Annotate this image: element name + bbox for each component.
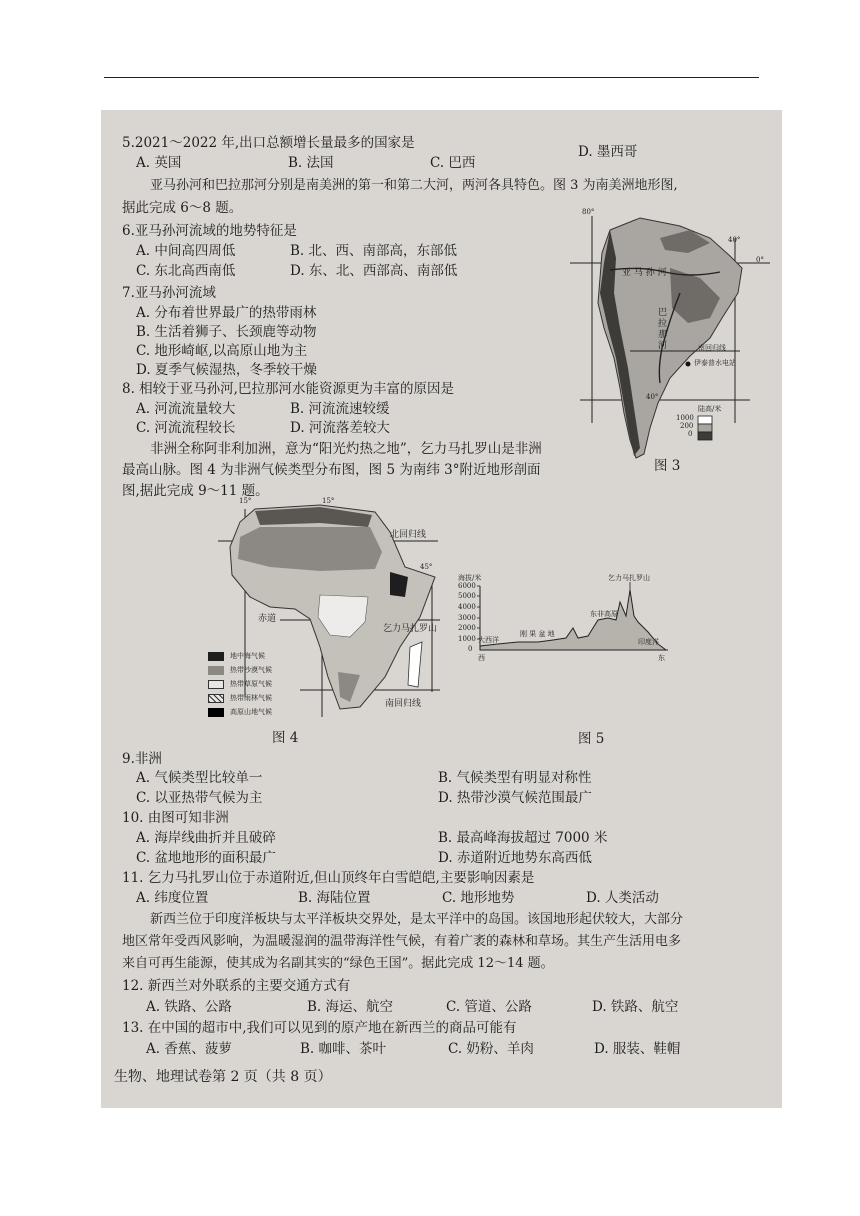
q9-stem: 9.非洲: [122, 751, 162, 767]
q9-option-a: A. 气候类型比较单一: [136, 770, 263, 786]
header-rule: [104, 77, 759, 78]
fig5-west-label: 西: [478, 654, 485, 662]
fig3-lat-40: 40°: [646, 393, 659, 401]
page-footer: 生物、地理试卷第 2 页（共 8 页）: [114, 1069, 332, 1085]
fig5-y-title: 海拔/米: [458, 574, 482, 582]
itaipu-dam-marker: [686, 362, 691, 367]
q12-option-b: B. 海运、航空: [307, 999, 394, 1015]
q12-stem: 12. 新西兰对外联系的主要交通方式有: [122, 978, 351, 994]
fig4-lon-15e: 15°: [322, 497, 335, 505]
fig3-legend-200: 200: [680, 422, 694, 430]
intro-africa-line1: 非洲全称阿非利加洲，意为“阳光灼热之地”，乞力马扎罗山是非洲: [150, 441, 542, 457]
fig5-peak-label: 乞力马扎罗山: [608, 574, 650, 582]
fig3-tropic-label: 南回归线: [698, 344, 726, 352]
q7-option-c: C. 地形崎岖,以高原山地为主: [136, 343, 308, 359]
intro-africa-line2: 最高山脉。图 4 为非洲气候类型分布图，图 5 为南纬 3°附近地形剖面: [122, 462, 541, 478]
q6-option-b: B. 北、西、南部高，东部低: [290, 243, 458, 259]
q13-option-b: B. 咖啡、茶叶: [300, 1041, 387, 1057]
intro-south-america-line1: 亚马孙河和巴拉那河分别是南美洲的第一和第二大河，两河各具特色。图 3 为南美洲地形图,: [150, 178, 678, 193]
madagascar: [408, 642, 422, 687]
fig4-south-tropic: 南回归线: [385, 699, 422, 709]
legend-rainforest: 热带雨林气候: [230, 694, 272, 702]
q9-option-c: C. 以亚热带气候为主: [136, 790, 263, 806]
q6-option-c: C. 东北高西南低: [136, 263, 236, 279]
q8-option-d: D. 河流落差较大: [290, 420, 390, 436]
fig5-plateau-label: 东非高原: [590, 610, 618, 618]
q5-option-a: A. 英国: [136, 155, 182, 171]
q6-stem: 6.亚马孙河流域的地势特征是: [122, 223, 297, 239]
q7-stem: 7.亚马孙河流域: [122, 285, 216, 301]
fig3-parana-label: 巴 拉 那 河: [658, 308, 668, 351]
legend-swatch-rainforest: [208, 694, 224, 703]
q5-option-b: B. 法国: [288, 155, 334, 171]
q11-option-c: C. 地形地势: [442, 890, 515, 906]
q11-option-b: B. 海陆位置: [298, 890, 371, 906]
fig5-indian-label: 印度洋: [638, 638, 659, 646]
intro-africa-line3: 图,据此完成 9～11 题。: [122, 483, 269, 499]
intro-south-america-line2: 据此完成 6～8 题。: [122, 200, 243, 216]
legend-desert: 热带沙漠气候: [230, 666, 272, 674]
fig3-legend-0: 0: [688, 430, 693, 438]
fig3-amazon-label: 亚 马 孙 河: [622, 268, 667, 278]
intro-new-zealand-line2: 地区常年受西风影响，为温暖湿润的温带海洋性气候，有着广袤的森林和草场。其生产生活用电多: [122, 934, 682, 949]
q10-option-c: C. 盆地地形的面积最广: [136, 850, 276, 866]
fig4-equator: 赤道: [258, 614, 277, 624]
q8-option-c: C. 河流流程较长: [136, 420, 236, 436]
q13-option-d: D. 服装、鞋帽: [594, 1041, 681, 1057]
fig3-caption: 图 3: [654, 458, 681, 474]
legend-swatch-savanna: [208, 680, 224, 689]
q5-option-d: D. 墨西哥: [578, 144, 638, 160]
q7-option-b: B. 生活着狮子、长颈鹿等动物: [136, 324, 317, 340]
fig3-dam-label: 伊泰普水电站: [694, 359, 736, 367]
figure-3-south-america-map: [570, 208, 770, 478]
fig5-ytick-3000: 3000: [458, 614, 476, 622]
intro-new-zealand-line1: 新西兰位于印度洋板块与太平洋板块交界处，是太平洋中的岛国。该国地形起伏较大，大部分: [150, 912, 684, 927]
q9-option-d: D. 热带沙漠气候范围最广: [438, 790, 592, 806]
fig5-basin-label: 刚 果 盆 地: [520, 630, 555, 638]
legend-highland: 高原山地气候: [230, 708, 272, 716]
fig4-north-tropic: 北回归线: [390, 530, 427, 540]
q10-option-a: A. 海岸线曲折并且破碎: [136, 830, 276, 846]
q7-option-a: A. 分布着世界最广的热带雨林: [136, 305, 317, 321]
q13-option-a: A. 香蕉、菠萝: [146, 1041, 232, 1057]
q5-stem: 5.2021～2022 年,出口总额增长量最多的国家是: [122, 135, 415, 151]
fig3-lon-80: 80°: [582, 208, 595, 216]
q12-option-d: D. 铁路、航空: [592, 999, 679, 1015]
legend-swatch-highland: [208, 708, 224, 717]
q5-option-c: C. 巴西: [430, 155, 476, 171]
figure-4-africa-climate-map: [200, 497, 450, 747]
legend-swatch-mediterranean: [208, 652, 224, 661]
fig5-caption: 图 5: [578, 731, 605, 747]
legend-mediterranean: 地中海气候: [230, 652, 265, 660]
fig4-kilimanjaro: 乞力马扎罗山: [383, 624, 438, 634]
fig5-ytick-2000: 2000: [458, 624, 476, 632]
fig3-lon-40: 40°: [728, 236, 741, 244]
q10-option-b: B. 最高峰海拔超过 7000 米: [438, 830, 608, 846]
q9-option-b: B. 气候类型有明显对称性: [438, 770, 592, 786]
legend-savanna: 热带草原气候: [230, 680, 272, 688]
fig4-lon-15w: 15°: [239, 497, 252, 505]
q6-option-a: A. 中间高四周低: [136, 243, 236, 259]
fig3-lat-0: 0°: [756, 256, 764, 264]
fig3-legend-title: 陆高/米: [698, 405, 722, 413]
figure-5-terrain-profile: [458, 572, 668, 752]
q8-option-a: A. 河流流量较大: [136, 401, 236, 417]
q7-option-d: D. 夏季气候湿热，冬季较干燥: [136, 362, 317, 378]
fig4-caption: 图 4: [272, 730, 299, 746]
fig5-ytick-4000: 4000: [458, 603, 476, 611]
q11-option-a: A. 纬度位置: [136, 890, 209, 906]
fig5-ytick-5000: 5000: [458, 592, 476, 600]
q13-option-c: C. 奶粉、羊肉: [448, 1041, 534, 1057]
q8-stem: 8. 相较于亚马孙河,巴拉那河水能资源更为丰富的原因是: [122, 381, 454, 397]
q8-option-b: B. 河流流速较缓: [290, 401, 390, 417]
q10-option-d: D. 赤道附近地势东高西低: [438, 850, 592, 866]
fig3-legend-1000: 1000: [676, 414, 694, 422]
fig5-atlantic-label: 大西洋: [478, 636, 499, 644]
legend-swatch-desert: [208, 666, 224, 675]
q13-stem: 13. 在中国的超市中,我们可以见到的原产地在新西兰的商品可能有: [122, 1020, 517, 1036]
fig4-lon-45: 45°: [420, 563, 433, 571]
fig5-ytick-0: 0: [468, 645, 473, 653]
fig5-ytick-6000: 6000: [458, 582, 476, 590]
q12-option-c: C. 管道、公路: [446, 999, 532, 1015]
intro-new-zealand-line3: 来自可再生能源，使其成为名副其实的“绿色王国”。据此完成 12～14 题。: [122, 956, 554, 971]
q11-stem: 11. 乞力马扎罗山位于赤道附近,但山顶终年白雪皑皑,主要影响因素是: [122, 870, 535, 886]
q11-option-d: D. 人类活动: [586, 890, 659, 906]
q6-option-d: D. 东、北、西部高、南部低: [290, 263, 458, 279]
q10-stem: 10. 由图可知非洲: [122, 810, 229, 826]
q12-option-a: A. 铁路、公路: [146, 999, 232, 1015]
fig5-ytick-1000: 1000: [458, 635, 476, 643]
fig5-east-label: 东: [658, 654, 665, 662]
